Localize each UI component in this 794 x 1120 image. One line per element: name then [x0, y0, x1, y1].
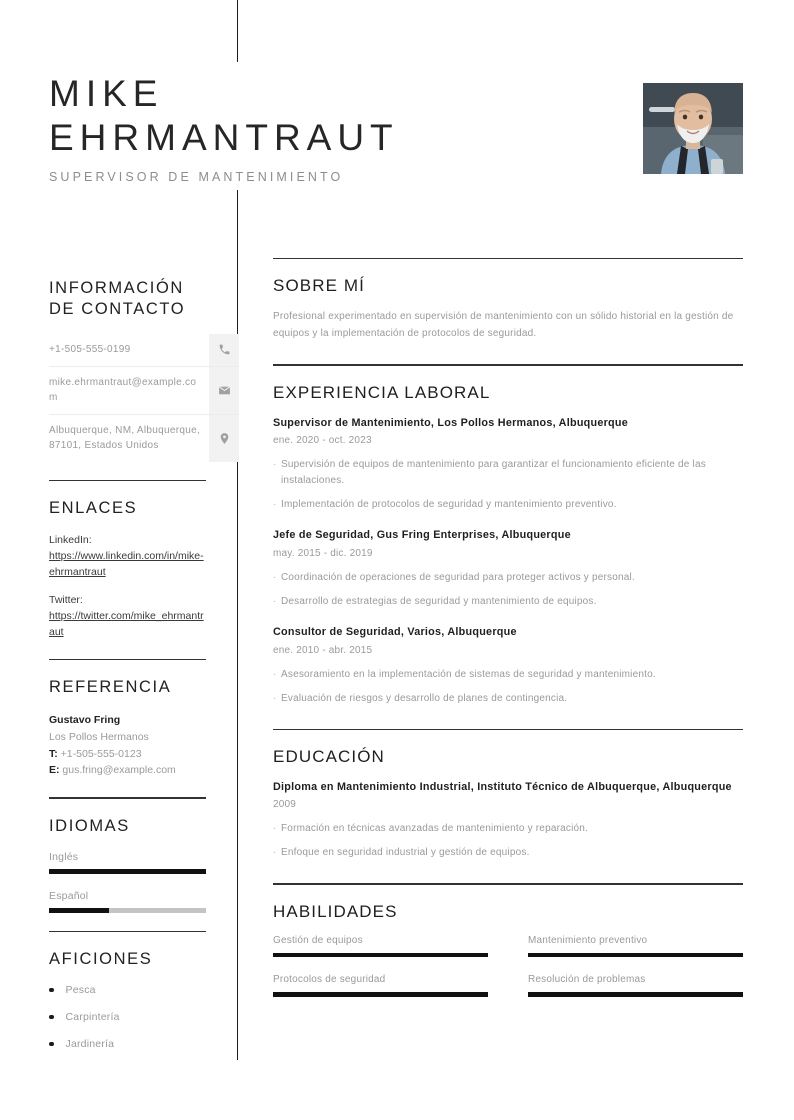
- entry-title: Diploma en Mantenimiento Industrial, Instituto Técnico de Albuquerque, Albuquerque: [273, 780, 732, 793]
- sidebar: [49, 278, 206, 1065]
- skill-label: Protocolos de seguridad: [273, 974, 386, 986]
- skill-level-bar: [273, 992, 488, 997]
- entry-bullet-row: [273, 691, 743, 707]
- address-value: Albuquerque, NM, Albuquerque, 87101, Estados Unidos: [49, 424, 201, 452]
- contact-heading-line1: INFORMACIÓN: [49, 279, 184, 297]
- contact-heading: [49, 278, 206, 320]
- hobbies-list: [49, 984, 206, 1050]
- entry-bullet-text: Evaluación de riesgos y desarrollo de planes de contingencia.: [281, 692, 568, 704]
- phone-value: +1-505-555-0199: [49, 344, 131, 356]
- entry-title: Jefe de Seguridad, Gus Fring Enterprises, Albuquerque: [273, 529, 571, 542]
- section-divider: [273, 883, 743, 884]
- last-name: EHRMANTRAUT: [49, 116, 399, 158]
- job-title: SUPERVISOR DE MANTENIMIENTO: [49, 170, 344, 185]
- bullet-icon: [49, 1042, 54, 1047]
- hobby-label: Pesca: [65, 984, 96, 997]
- language-item-ingles: [49, 851, 206, 874]
- skill-level-bar: [528, 953, 743, 958]
- entry-bullet-text: Asesoramiento en la implementación de sistemas de seguridad y mantenimiento.: [281, 668, 656, 680]
- entry-bullet-row: [273, 667, 743, 683]
- experience-entry: [273, 625, 743, 707]
- language-name: Español: [49, 889, 89, 902]
- contact-row-phone: [49, 334, 239, 366]
- list-item: [49, 984, 206, 996]
- linkedin-url[interactable]: https://www.linkedin.com/in/mike-ehrmantraut: [49, 549, 204, 578]
- skill-item: [273, 974, 488, 997]
- links-section: [49, 498, 206, 641]
- contact-section: [49, 278, 206, 462]
- hobby-label: Carpintería: [65, 1011, 120, 1024]
- hobbies-section: [49, 949, 206, 1050]
- body-vertical-divider: [237, 190, 238, 1060]
- entry-bullet-text: Enfoque en seguridad industrial y gestión de equipos.: [281, 847, 530, 859]
- twitter-url[interactable]: https://twitter.com/mike_ehrmantraut: [49, 610, 204, 638]
- entry-date: ene. 2020 - oct. 2023: [273, 435, 372, 447]
- skill-level-fill: [273, 992, 488, 997]
- envelope-icon: [209, 367, 239, 414]
- skill-level-fill: [273, 953, 488, 958]
- entry-bullet-text: Supervisión de equipos de mantenimiento para garantizar el funcionamiento eficiente de las instalaciones.: [281, 459, 706, 487]
- languages-section: [49, 816, 206, 913]
- reference-email-label: E:: [49, 764, 60, 777]
- contact-row-address: [49, 414, 239, 462]
- skill-level-fill: [528, 953, 743, 958]
- languages-heading: IDIOMAS: [49, 816, 130, 835]
- skill-label: Gestión de equipos: [273, 934, 363, 946]
- phone-icon: [209, 334, 239, 366]
- reference-phone-value: +1-505-555-0123: [60, 747, 142, 760]
- language-level-fill: [49, 869, 206, 874]
- contact-row-email: [49, 366, 239, 414]
- language-level-bar: [49, 908, 206, 913]
- language-level-bar: [49, 869, 206, 874]
- skill-item: [528, 935, 743, 958]
- reference-name: Gustavo Fring: [49, 714, 121, 727]
- skill-level-bar: [273, 953, 488, 958]
- link-item-twitter: [49, 593, 206, 640]
- list-item: [49, 1038, 206, 1050]
- entry-bullet-row: [273, 497, 743, 513]
- location-pin-icon: [209, 415, 239, 462]
- entry-title: Supervisor de Mantenimiento, Los Pollos Hermanos, Albuquerque: [273, 416, 629, 429]
- sidebar-divider-1: [49, 480, 206, 481]
- linkedin-label: LinkedIn:: [49, 534, 92, 547]
- links-heading: ENLACES: [49, 499, 138, 518]
- entry-date: 2009: [273, 799, 297, 811]
- bullet-icon: ·: [273, 668, 277, 680]
- list-item: [49, 1011, 206, 1023]
- sidebar-divider-4: [49, 931, 206, 932]
- skill-item: [528, 974, 743, 997]
- bullet-icon: ·: [273, 692, 277, 704]
- twitter-label: Twitter:: [49, 594, 83, 607]
- header-vertical-divider: [237, 0, 238, 62]
- experience-section: [273, 364, 743, 706]
- entry-title: Consultor de Seguridad, Varios, Albuquerque: [273, 625, 517, 638]
- profile-photo: [643, 83, 743, 174]
- about-text: Profesional experimentado en supervisión de mantenimiento con un sólido historial en la gestión de equipos y la implementación de protocolos de seguridad.: [273, 311, 734, 339]
- skills-heading: HABILIDADES: [273, 901, 398, 921]
- reference-section: [49, 677, 206, 779]
- reference-email-value: gus.fring@example.com: [62, 764, 176, 777]
- email-value: mike.ehrmantraut@example.com: [49, 376, 197, 404]
- bullet-icon: ·: [273, 459, 277, 471]
- skills-grid: [273, 935, 743, 1014]
- section-divider: [273, 258, 743, 259]
- bullet-icon: ·: [273, 823, 277, 835]
- language-name: Inglés: [49, 850, 79, 863]
- entry-bullet-row: [273, 570, 743, 586]
- bullet-icon: ·: [273, 847, 277, 859]
- skill-level-bar: [528, 992, 743, 997]
- contact-list: [49, 334, 239, 462]
- experience-entry: [273, 416, 743, 514]
- reference-organization: Los Pollos Hermanos: [49, 730, 149, 743]
- entry-bullet-row: [273, 457, 743, 489]
- sidebar-divider-3: [49, 797, 206, 798]
- entry-bullet-row: [273, 594, 743, 610]
- bullet-icon: [49, 988, 54, 993]
- entry-date: may. 2015 - dic. 2019: [273, 547, 373, 559]
- education-section: [273, 729, 743, 862]
- skill-level-fill: [528, 992, 743, 997]
- skills-section: [273, 883, 743, 1013]
- hobbies-heading: AFICIONES: [49, 949, 153, 968]
- main-content: [273, 258, 743, 1036]
- skill-label: Resolución de problemas: [528, 974, 646, 986]
- entry-bullet-row: [273, 821, 743, 837]
- entry-bullet-text: Desarrollo de estrategias de seguridad y mantenimiento de equipos.: [281, 595, 597, 607]
- link-item-linkedin: [49, 533, 206, 580]
- hobby-label: Jardinería: [65, 1038, 115, 1051]
- skill-label: Mantenimiento preventivo: [528, 934, 648, 946]
- entry-bullet-row: [273, 845, 743, 861]
- entry-bullet-text: Implementación de protocolos de seguridad y mantenimiento preventivo.: [281, 499, 617, 511]
- skill-item: [273, 935, 488, 958]
- bullet-icon: ·: [273, 595, 277, 607]
- sidebar-divider-2: [49, 659, 206, 660]
- language-item-espanol: [49, 890, 206, 913]
- reference-phone-row: [49, 746, 206, 763]
- reference-heading: REFERENCIA: [49, 677, 172, 696]
- reference-email-row: [49, 762, 206, 779]
- bullet-icon: [49, 1015, 54, 1020]
- experience-entry: [273, 528, 743, 610]
- bullet-icon: ·: [273, 571, 277, 583]
- first-name: MIKE: [49, 73, 164, 114]
- section-divider: [273, 729, 743, 730]
- about-section: [273, 258, 743, 342]
- entry-bullet-text: Coordinación de operaciones de seguridad para proteger activos y personal.: [281, 571, 635, 583]
- experience-heading: EXPERIENCIA LABORAL: [273, 382, 491, 402]
- contact-heading-line2: DE CONTACTO: [49, 300, 186, 319]
- education-heading: EDUCACIÓN: [273, 746, 385, 766]
- entry-bullet-text: Formación en técnicas avanzadas de mantenimiento y reparación.: [281, 823, 589, 835]
- section-divider: [273, 364, 743, 365]
- reference-phone-label: T:: [49, 747, 58, 760]
- entry-date: ene. 2010 - abr. 2015: [273, 644, 373, 656]
- about-heading: SOBRE MÍ: [273, 276, 365, 296]
- bullet-icon: ·: [273, 499, 277, 511]
- education-entry: [273, 780, 743, 862]
- language-level-fill: [49, 908, 109, 913]
